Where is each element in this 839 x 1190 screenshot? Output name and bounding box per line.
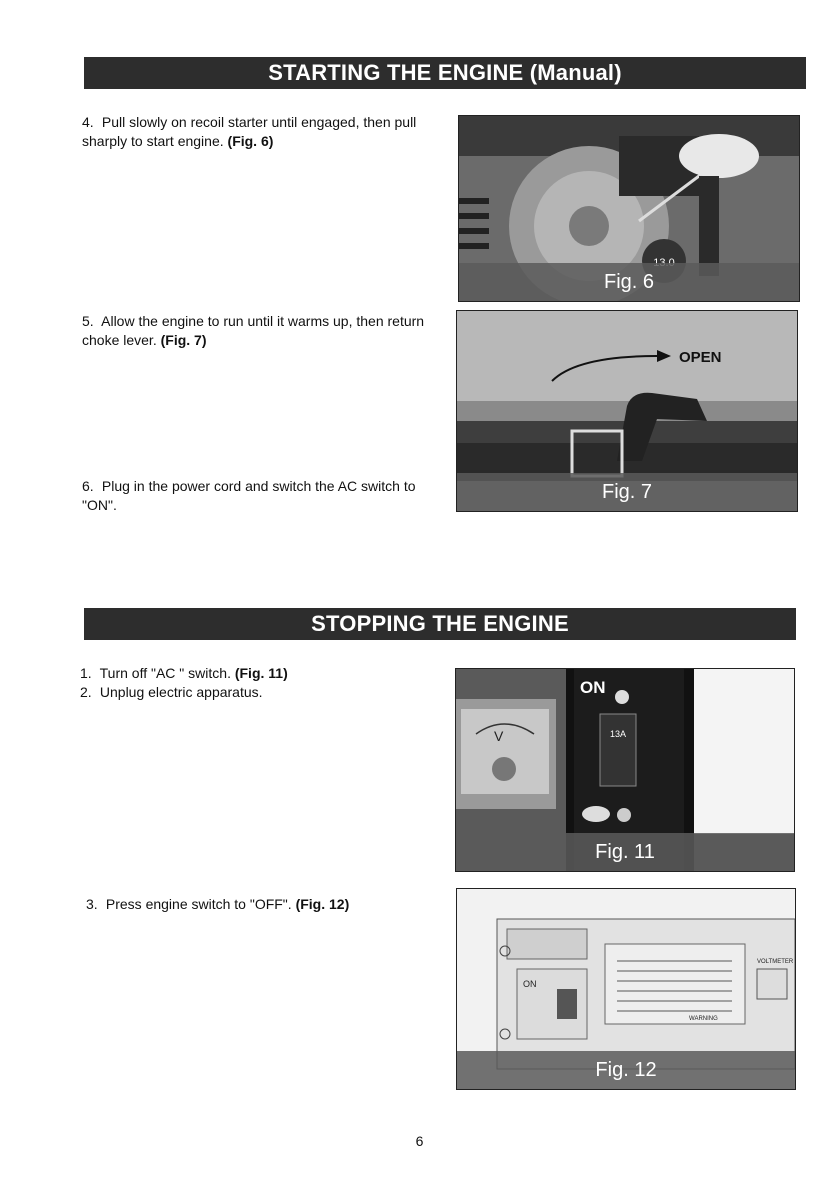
step-text: Turn off "AC " switch. (99, 665, 231, 681)
figure-reference: (Fig. 12) (295, 896, 350, 912)
figure-reference: (Fig. 7) (160, 332, 207, 348)
step-number: 3. (86, 896, 98, 912)
figure-11 (455, 668, 795, 872)
voltmeter-label: VOLTMETER (757, 959, 794, 965)
step-text: Pull slowly on recoil starter until engaged, then pull sharply to start engine. (82, 114, 417, 149)
breaker-label: 13A (609, 729, 627, 739)
step-number: 4. (82, 114, 94, 130)
figure-caption: Fig. 11 (456, 833, 794, 871)
ac-switch-label: ON (580, 678, 606, 697)
page-number: 6 (415, 1133, 424, 1149)
open-label: OPEN (679, 349, 722, 366)
step-number: 6. (82, 478, 94, 494)
step-3 (86, 895, 446, 914)
step-1 (80, 664, 440, 683)
step-number: 2. (80, 684, 92, 700)
figure-caption: Fig. 12 (457, 1051, 795, 1089)
figure-caption: Fig. 6 (459, 263, 799, 301)
step-text: Plug in the power cord and switch the AC switch to "ON". (82, 478, 416, 513)
section-title-starting: STARTING THE ENGINE (Manual) (84, 57, 806, 89)
figure-reference: (Fig. 6) (227, 133, 274, 149)
step-2 (80, 683, 440, 702)
figure-6 (458, 115, 800, 302)
figure-reference: (Fig. 11) (234, 665, 288, 681)
step-text: Unplug electric apparatus. (99, 684, 263, 700)
step-6 (82, 477, 442, 515)
step-number: 5. (82, 313, 94, 329)
step-number: 1. (80, 665, 92, 681)
figure-7 (456, 310, 798, 512)
step-text: Allow the engine to run until it warms up, then return choke lever. (82, 313, 425, 348)
figure-caption: Fig. 7 (457, 473, 797, 511)
voltmeter-label: V (494, 728, 504, 744)
step-4 (82, 113, 442, 151)
step-text: Press engine switch to "OFF". (105, 896, 292, 912)
warning-label: WARNING (689, 1016, 718, 1022)
engine-switch-label: ON (523, 979, 537, 989)
figure-12 (456, 888, 796, 1090)
section-title-stopping: STOPPING THE ENGINE (84, 608, 796, 640)
step-5 (82, 312, 442, 350)
